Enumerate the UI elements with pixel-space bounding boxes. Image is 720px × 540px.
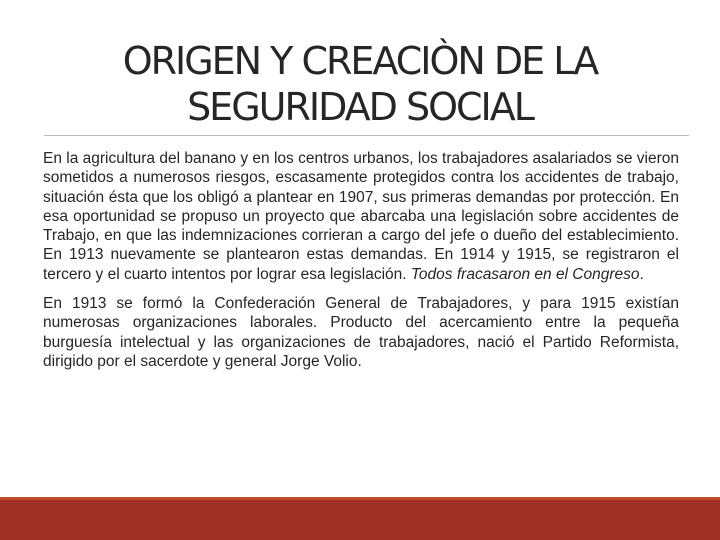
- slide-title-line-1: ORIGEN Y CREACIÒN DE LA: [122, 39, 598, 83]
- paragraph-1-text: En la agricultura del banano y en los centros urbanos, los trabajadores asalariados se vieron sometidos a numerosos riesgos, escasamente protegidos contra los accidentes de trabajo, situación ésta que los obligó a plantear en 1907, sus primeras demandas por protección. En esa oportunidad se propuso un proyecto que abarcaba una legislación sobre accidentes de Trabajo, en que las indemnizaciones corrieran a cargo del jefe o dueño del establecimiento. En 1913 nuevamente se plantearon estas demandas. En 1914 y 1915, se registraron el tercero y el cuarto intentos por lograr esa legislación.: [43, 150, 679, 283]
- paragraph-1-italic: Todos fracasaron en el Congreso: [410, 265, 640, 283]
- paragraph-1-end: .: [639, 265, 644, 283]
- bottom-accent-bar-highlight: [0, 497, 720, 500]
- slide-body: [43, 149, 679, 381]
- title-divider: [44, 135, 689, 136]
- paragraph-2: En 1913 se formó la Confederación General de Trabajadores, y para 1915 existían numerosas organizaciones laborales. Producto del acercamiento entre la pequeña burguesía intelectual y las organizaciones de trabajadores, nació el Partido Reformista, dirigido por el sacerdote y general Jorge Volio.: [43, 295, 679, 370]
- paragraph-1: [43, 149, 679, 284]
- slide-title: [0, 38, 720, 130]
- bottom-accent-bar: [0, 497, 720, 540]
- slide-title-line-2: SEGURIDAD SOCIAL: [187, 85, 533, 129]
